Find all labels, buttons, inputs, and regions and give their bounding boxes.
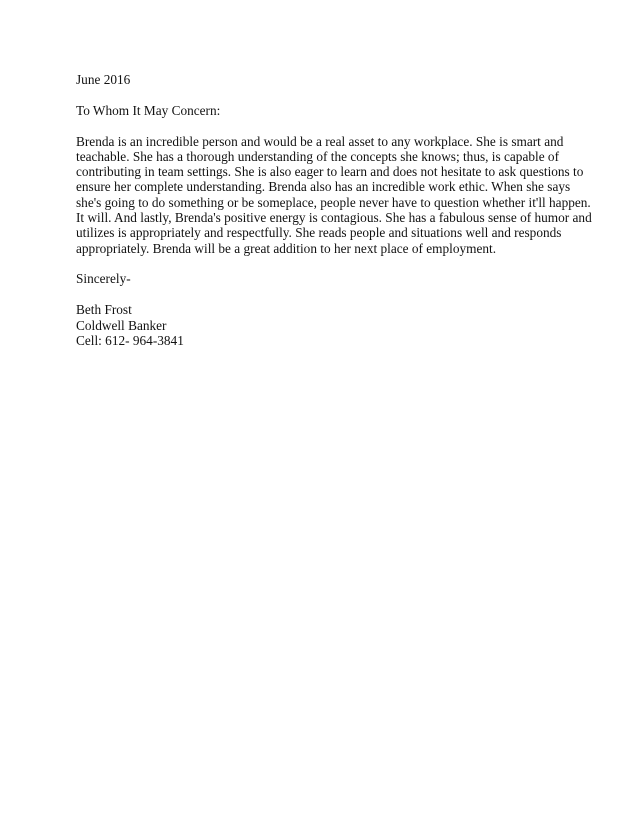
- signature-block: [76, 302, 576, 348]
- body-line: Brenda is an incredible person and would be a real asset to any workplace. She is smart and: [76, 133, 564, 149]
- body-line: contributing in team settings. She is also eager to learn and does not hesitate to ask questions to: [76, 164, 584, 180]
- body-line: appropriately. Brenda will be a great addition to her next place of employment.: [76, 240, 497, 256]
- letter-body: [76, 133, 592, 256]
- body-line: ensure her complete understanding. Brenda also has an incredible work ethic. When she says: [76, 179, 571, 195]
- signer-name: Beth Frost: [76, 302, 132, 318]
- body-line: It will. And lastly, Brenda's positive energy is contagious. She has a fabulous sense of humor and: [76, 210, 592, 226]
- letter-date: June 2016: [76, 72, 131, 87]
- signer-company: Coldwell Banker: [76, 317, 167, 333]
- body-line: utilizes is appropriately and respectfully. She reads people and situations well and responds: [76, 225, 562, 241]
- signer-phone: Cell: 612- 964-3841: [76, 332, 184, 348]
- letter-content: [76, 72, 592, 348]
- body-line: she's going to do something or be someplace, people never have to question whether it'll happen.: [76, 194, 591, 210]
- letter-closing: Sincerely-: [76, 271, 131, 287]
- letter-salutation: To Whom It May Concern:: [76, 102, 221, 118]
- body-line: teachable. She has a thorough understanding of the concepts she knows; thus, is capable of: [76, 148, 559, 164]
